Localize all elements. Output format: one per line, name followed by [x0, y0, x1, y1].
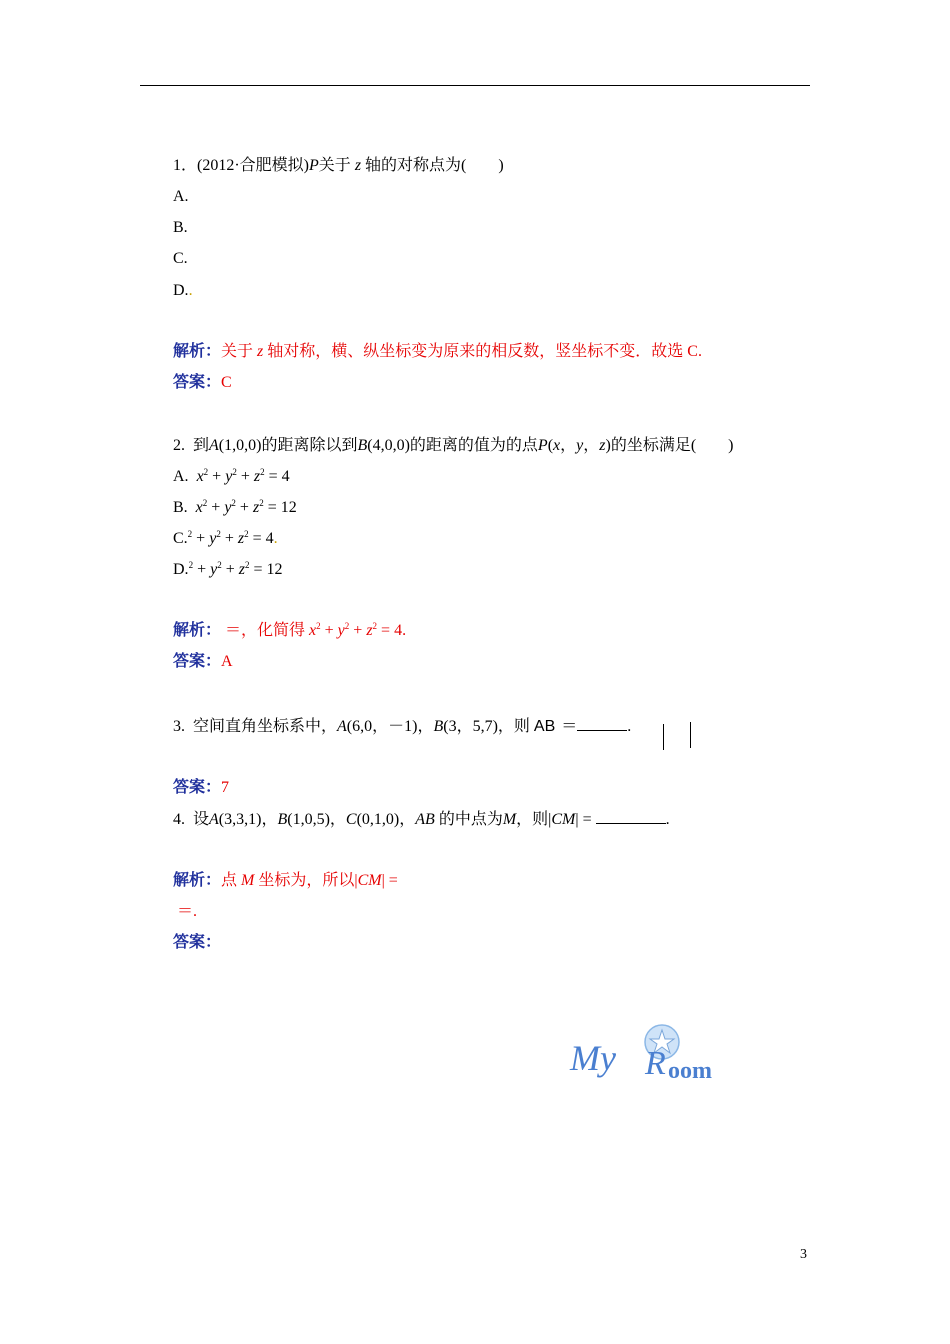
q1-option-a: A.: [173, 188, 189, 205]
q1-analysis-a: 关于: [221, 343, 254, 360]
logo-text-room: oom: [668, 1058, 712, 1082]
q1-option-c: C.: [173, 250, 188, 267]
q1-number: 1．: [173, 157, 198, 174]
q1-analysis: [173, 342, 702, 362]
header-rule: [140, 85, 810, 86]
q1-answer: [173, 373, 232, 393]
q4-analysis-line2: ＝.: [177, 903, 198, 920]
q1-analysis-label: 解析：: [173, 343, 222, 360]
q2-option-d: $D.^2 + y^2 + z^2 = 12$: [173, 560, 283, 578]
q1-stem: [173, 156, 504, 176]
myroom-logo: [566, 1022, 728, 1082]
q1-source: (2012·合肥模拟): [197, 157, 310, 174]
q2-stem: 2. 到A(1,0,0)的距离除以到B(4,0,0)的距离的值为的点P(x，y，z)的坐标满足( ): [173, 437, 734, 454]
q2-option-a: A. $x^2 + y^2 + z^2 = 4$: [173, 467, 290, 485]
logo-text-my: My: [570, 1038, 616, 1078]
q1-answer-label: 答案：: [173, 374, 222, 391]
abs-bar-left: [663, 724, 664, 750]
q2-option-c: $C.^2 + y^2 + z^2 = 4$.: [173, 529, 278, 547]
logo-letter-r: R: [645, 1045, 666, 1082]
q4-analysis: 解析：点 M 坐标为，所以|CM| =: [173, 872, 398, 889]
q3-answer-value: 7: [221, 779, 230, 796]
q1-text-a: 关于: [318, 157, 351, 174]
q1-analysis-z: z: [257, 343, 264, 360]
q2-analysis: 解析： ＝，化简得 $x^2 + y^2 + z^2 = 4$.: [173, 621, 407, 639]
q2-answer: 答案：A: [173, 653, 233, 670]
q4-stem: 4. 设A(3,3,1)，B(1,0,5)，C(0,1,0)，AB 的中点为M，则|CM| = .: [173, 811, 670, 828]
q1-answer-value: C: [221, 374, 232, 391]
q2-option-b: B. $x^2 + y^2 + z^2 = 12$: [173, 498, 297, 516]
page-number: 3: [800, 1247, 807, 1262]
q3-stem: 3. 空间直角坐标系中，A(6,0，－1)，B(3，5,7)，则 AB ＝ .: [173, 718, 632, 735]
q3-answer-blank: [577, 716, 627, 731]
q4-answer-blank: [596, 809, 666, 824]
q1-option-b: B.: [173, 219, 188, 236]
q1-var-p: P: [309, 157, 319, 174]
q3-answer: 答案：7: [173, 779, 230, 796]
q1-analysis-b: 轴对称，横、纵坐标变为原来的相反数，竖坐标不变．故选 C.: [267, 343, 702, 360]
q1-text-b: 轴的对称点为( ): [365, 157, 504, 174]
q1-option-d: D..: [173, 282, 193, 299]
q1-var-z: z: [354, 157, 362, 174]
q4-answer: 答案：: [173, 934, 222, 951]
q2-answer-value: A: [221, 653, 233, 670]
abs-bar-right: [690, 722, 691, 748]
